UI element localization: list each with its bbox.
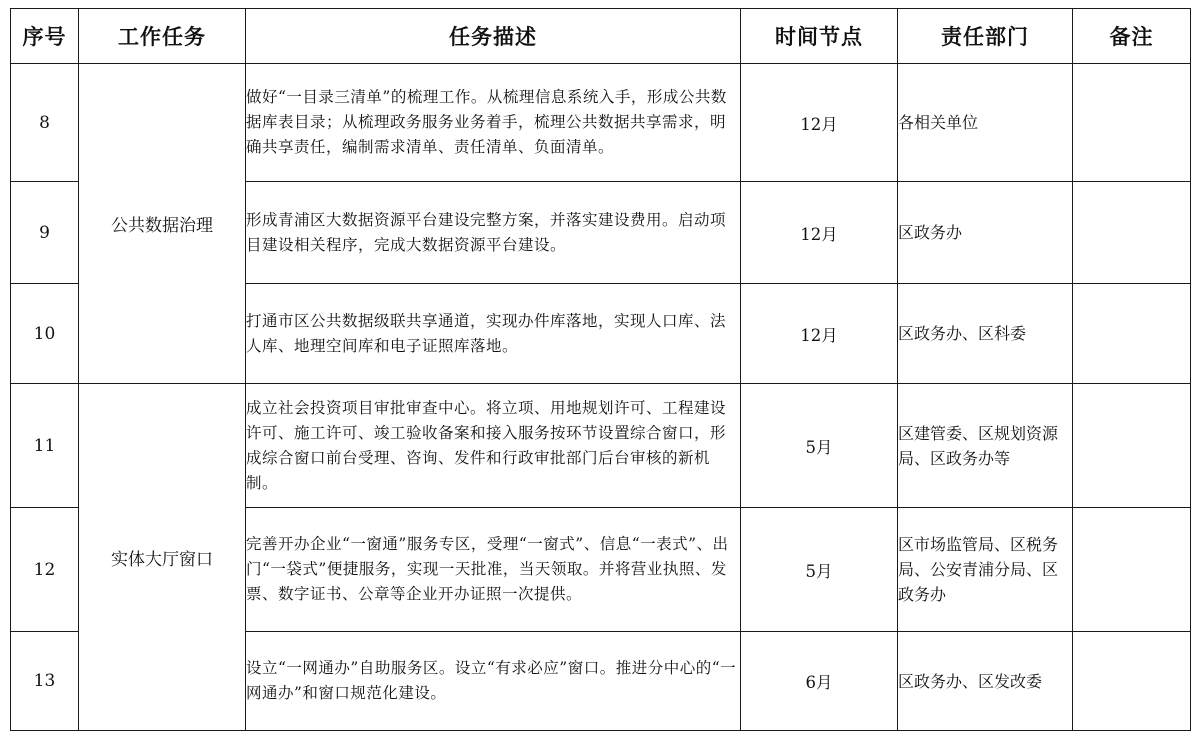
- task-description: 完善开办企业“一窗通”服务专区，受理“一窗式”、信息“一表式”、出门“一袋式”便捷服务，实现一天批准，当天领取。并将营业执照、发票、数字证书、公章等企业开办证照一次提供。: [246, 508, 741, 632]
- task-table: [10, 8, 1191, 731]
- document-page: [10, 8, 1190, 730]
- task-description: 成立社会投资项目审批审查中心。将立项、用地规划许可、工程建设许可、施工许可、竣工验收备案和接入服务按环节设置综合窗口，形成综合窗口前台受理、咨询、发件和行政审批部门后台审核的新机制。: [246, 384, 741, 508]
- header-no: 序号: [11, 9, 79, 64]
- time-node: 6月: [741, 632, 898, 731]
- task-group-cell: 实体大厅窗口: [79, 384, 246, 731]
- responsible-dept: 各相关单位: [898, 64, 1073, 182]
- time-node: 5月: [741, 508, 898, 632]
- row-number: 9: [11, 182, 79, 284]
- responsible-dept: 区政务办、区发改委: [898, 632, 1073, 731]
- responsible-dept: 区政务办、区科委: [898, 284, 1073, 384]
- table-row: [11, 64, 1191, 182]
- header-note: 备注: [1073, 9, 1191, 64]
- note-cell: [1073, 182, 1191, 284]
- note-cell: [1073, 64, 1191, 182]
- time-node: 12月: [741, 64, 898, 182]
- header-row: [11, 9, 1191, 64]
- table-row: [11, 384, 1191, 508]
- responsible-dept: 区政务办: [898, 182, 1073, 284]
- note-cell: [1073, 384, 1191, 508]
- row-number: 13: [11, 632, 79, 731]
- time-node: 12月: [741, 182, 898, 284]
- header-task: 工作任务: [79, 9, 246, 64]
- time-node: 5月: [741, 384, 898, 508]
- note-cell: [1073, 632, 1191, 731]
- responsible-dept: 区市场监管局、区税务局、公安青浦分局、区政务办: [898, 508, 1073, 632]
- row-number: 10: [11, 284, 79, 384]
- responsible-dept: 区建管委、区规划资源局、区政务办等: [898, 384, 1073, 508]
- task-description: 形成青浦区大数据资源平台建设完整方案，并落实建设费用。启动项目建设相关程序，完成大数据资源平台建设。: [246, 182, 741, 284]
- task-group-cell: 公共数据治理: [79, 64, 246, 384]
- header-dept: 责任部门: [898, 9, 1073, 64]
- header-desc: 任务描述: [246, 9, 741, 64]
- task-description: 设立“一网通办”自助服务区。设立“有求必应”窗口。推进分中心的“一网通办”和窗口规范化建设。: [246, 632, 741, 731]
- task-description: 做好“一目录三清单”的梳理工作。从梳理信息系统入手，形成公共数据库表目录；从梳理政务服务业务着手，梳理公共数据共享需求，明确共享责任，编制需求清单、责任清单、负面清单。: [246, 64, 741, 182]
- row-number: 8: [11, 64, 79, 182]
- row-number: 12: [11, 508, 79, 632]
- note-cell: [1073, 508, 1191, 632]
- note-cell: [1073, 284, 1191, 384]
- task-description: 打通市区公共数据级联共享通道，实现办件库落地，实现人口库、法人库、地理空间库和电子证照库落地。: [246, 284, 741, 384]
- row-number: 11: [11, 384, 79, 508]
- header-time: 时间节点: [741, 9, 898, 64]
- time-node: 12月: [741, 284, 898, 384]
